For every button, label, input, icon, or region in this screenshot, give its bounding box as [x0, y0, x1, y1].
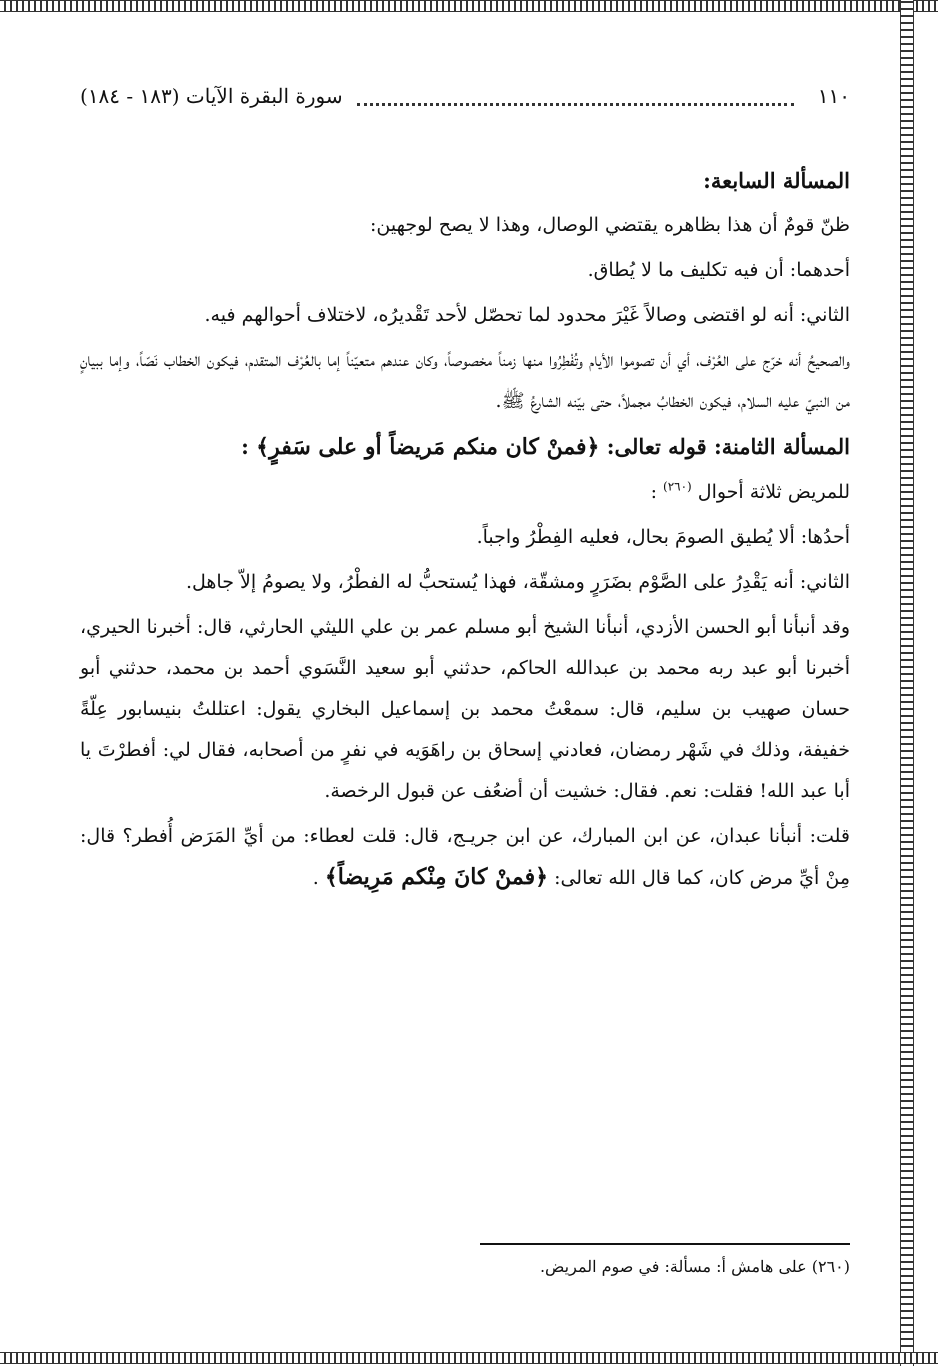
heading-suffix: :: [241, 434, 249, 459]
quran-verse: ﴿فمنْ كانَ مِنْكم مَرِيضاً﴾: [324, 864, 549, 890]
paragraph: الثاني: أنه يَقْدِرُ على الصَّوْم بضَرَرٍ ومشقّة، فهذا يُستحبُّ له الفطْرُ، ولا يصومُ إلاّ جاهل.: [185, 571, 850, 593]
heading-prefix: المسألة الثامنة: قوله تعالى:: [606, 434, 850, 459]
book-page: [80, 70, 850, 1300]
page-body: [80, 160, 850, 903]
page-border-right: [900, 0, 914, 1366]
section-heading-7: المسألة السابعة:: [703, 168, 850, 193]
paragraph-text: للمريض ثلاثة أحوال: [697, 481, 850, 503]
footnote: [80, 1254, 850, 1280]
paragraph: [80, 816, 850, 899]
paragraph: وقد أنبأنا أبو الحسن الأزدي، أنبأنا الشيخ أبو مسلم عمر بن علي الليثي الحارثي، قال: أخبرنا الحيري، أخبرنا أبو عبد ربه محمد بن عبدالله الحاكم، حدثني أبو سعيد النَّسَوي أحمد بن محمد، حدثني أبو حسان صهيب بن سليم، قال: سمعْتُ محمد بن إسماعيل البخاري يقول: اعتللتُ بنيسابور عِلّةً خفيفة، وذلك في شَهْر رمضان، فعادني إسحاق بن راهَوَيه في نفرٍ من أصحابه، فقال لي: أفطرْتَ يا أبا عبد الله! فقلت: نعم. فقال: خشيت أن أضعُف عن قبول الرخصة.: [80, 616, 850, 802]
paragraph-text: قلت: أنبأنا عبدان، عن ابن المبارك، عن ابن جريـج، قال: قلت لعطاء: من أيِّ المَرَض أُفطر؟ قال: مِنْ أيِّ مرض كان، كما قال الله تعالى:: [80, 825, 850, 889]
header-leader-dots: [357, 87, 794, 106]
section-heading-8: [80, 426, 850, 468]
paragraph: ظنّ قومٌ أن هذا بظاهره يقتضي الوصال، وهذا لا يصح لوجهين:: [370, 214, 850, 236]
footnote-marker: (٢٦٠): [663, 479, 692, 494]
paragraph: أحدُها: ألا يُطيق الصومَ بحال، فعليه الفِطْرُ واجباً.: [476, 526, 850, 548]
page-border-bottom: [0, 1352, 938, 1364]
paragraph-end: :: [650, 481, 657, 503]
running-header: [80, 78, 850, 114]
paragraph-end: .: [312, 867, 319, 889]
footnote-number: (٢٦٠): [811, 1257, 850, 1276]
footnote-text: على هامش أ: مسألة: في صوم المريض.: [539, 1257, 807, 1276]
paragraph: الثاني: أنه لو اقتضى وصالاً غَيْرَ محدود لما تحصّل لأحد تَقْديرُه، لاختلاف أحوالهم فيه.: [204, 304, 850, 326]
surah-title: سورة البقرة الآيات (١٨٣ - ١٨٤): [80, 84, 343, 108]
page-number: ١١٠: [817, 84, 850, 108]
page-border-top: [0, 0, 938, 12]
paragraph: أحدهما: أن فيه تكليف ما لا يُطاق.: [587, 259, 850, 281]
paragraph: [80, 472, 850, 513]
paragraph: والصحيحُ أنه خرّج على العُرْف، أي أن تصوموا الأيام وتُفْطِرُوا منها زمناً مخصوصاً، وكان عندهم متعيّناً إما بالعُرْف المتقدم، فيكون الخطاب نَصّاً، وإما ببيانٍ من النبيّ عليه السلام، فيكون الخطابُ مجملاً، حتى بيّنه الشارعُ ﷺ.: [80, 349, 850, 412]
quran-verse: ﴿فمنْ كان منكم مَريضاً أو على سَفرٍ﴾: [256, 434, 600, 460]
footnote-divider: [480, 1243, 850, 1245]
